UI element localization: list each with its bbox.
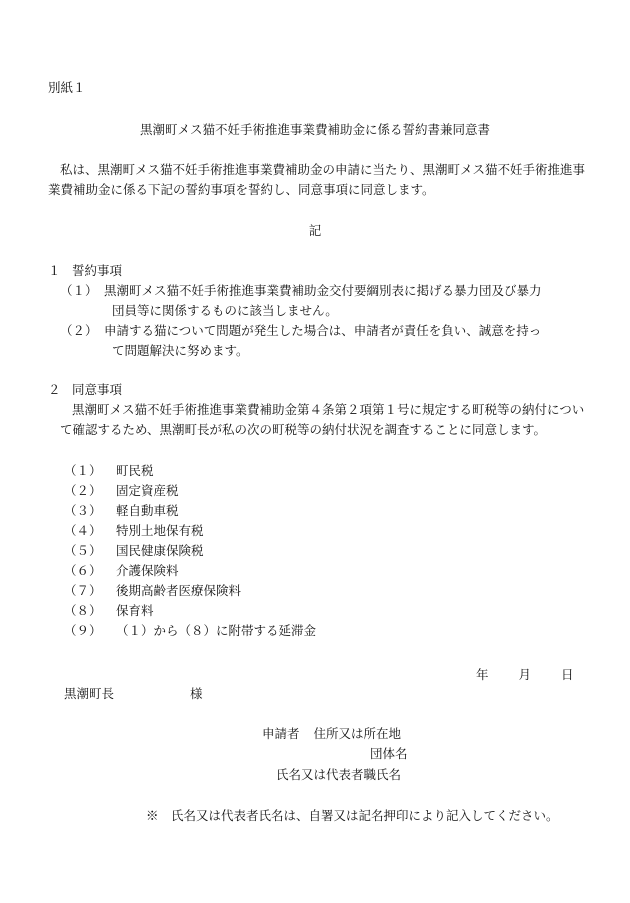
pledge-section-number: １: [48, 263, 61, 278]
addressee: 黒潮町長: [64, 686, 115, 701]
pledge-item-text: [104, 281, 588, 321]
tax-list-text: 軽自動車税: [116, 503, 179, 518]
pledge-item-number: （１）: [60, 283, 98, 298]
tax-list-text: 後期高齢者医療保険料: [116, 583, 242, 598]
tax-list-item: [64, 621, 316, 641]
tax-list-number: （４）: [64, 523, 102, 538]
consent-section-heading: [48, 380, 122, 400]
pledge-section-heading: [48, 261, 122, 281]
document-title: 黒潮町メス猫不妊手術推進事業費補助金に係る誓約書兼同意書: [139, 122, 490, 137]
year-label: 年: [476, 667, 489, 682]
signature-note: ※ 氏名又は代表者氏名は、自署又は記名押印により記入してください。: [146, 808, 559, 823]
tax-list-number: （９）: [64, 623, 102, 638]
applicant-label: 申請者: [262, 726, 300, 741]
pledge-item-line: 団員等に関係するものに該当しません。: [112, 303, 338, 318]
pledge-item-line: て問題解決に努めます。: [112, 343, 249, 358]
tax-list-item: [64, 581, 316, 601]
tax-list-item: [64, 481, 316, 501]
pledge-item-line: 申請する猫について問題が発生した場合は、申請者が責任を負い、誠意を持っ: [104, 323, 542, 338]
consent-section-number: ２: [48, 382, 61, 397]
tax-list-number: （５）: [64, 543, 102, 558]
tax-list: [64, 461, 316, 641]
tax-list-number: （６）: [64, 563, 102, 578]
tax-list-text: 町民税: [116, 463, 154, 478]
pledge-item: [60, 321, 588, 361]
applicant-row: [262, 724, 401, 744]
tax-list-number: （１）: [64, 463, 102, 478]
tax-list-text: 国民健康保険税: [116, 543, 204, 558]
tax-list-text: 保育料: [116, 603, 154, 618]
pledge-item-line: 黒潮町メス猫不妊手術推進事業費補助金交付要綱別表に掲げる暴力団及び暴力: [104, 283, 542, 298]
consent-section-title: 同意事項: [72, 382, 123, 397]
address-label: 住所又は所在地: [313, 726, 402, 741]
date-line: [476, 665, 574, 685]
name-label: 氏名又は代表者職氏名: [276, 767, 402, 782]
tax-list-number: （７）: [64, 583, 102, 598]
month-label: 月: [518, 667, 532, 682]
pledge-section-title: 誓約事項: [72, 263, 123, 278]
day-label: 日: [561, 667, 574, 682]
tax-list-number: （３）: [64, 503, 102, 518]
tax-list-item: [64, 561, 316, 581]
intro-paragraph: 私は、黒潮町メス猫不妊手術推進事業費補助金の申請に当たり、黒潮町メス猫不妊手術推進事業費補助金に係る下記の誓約事項を誓約し、同意事項に同意します。: [48, 162, 586, 197]
tax-list-text: 固定資産税: [116, 483, 179, 498]
tax-list-text: 介護保険料: [116, 563, 179, 578]
tax-list-item: [64, 501, 316, 521]
pledge-item-text: [104, 321, 588, 361]
addressee-line: [64, 684, 203, 704]
tax-list-text: 特別土地保有税: [116, 523, 204, 538]
tax-list-number: （２）: [64, 483, 102, 498]
tax-list-number: （８）: [64, 603, 102, 618]
tax-list-text: （１）から（８）に附帯する延滞金: [116, 623, 317, 638]
tax-list-item: [64, 521, 316, 541]
attachment-label: 別紙１: [48, 80, 86, 95]
honorific: 様: [190, 686, 203, 701]
pledge-item-number: （２）: [60, 323, 98, 338]
tax-list-item: [64, 541, 316, 561]
consent-body: 黒潮町メス猫不妊手術推進事業費補助金第４条第２項第１号に規定する町税等の納付について確認するため、黒潮町長が私の次の町税等の納付状況を調査することに同意します。: [60, 402, 585, 437]
ki-heading: 記: [308, 223, 322, 238]
pledge-item: [60, 281, 588, 321]
organization-label: 団体名: [370, 746, 408, 761]
tax-list-item: [64, 461, 316, 481]
tax-list-item: [64, 601, 316, 621]
